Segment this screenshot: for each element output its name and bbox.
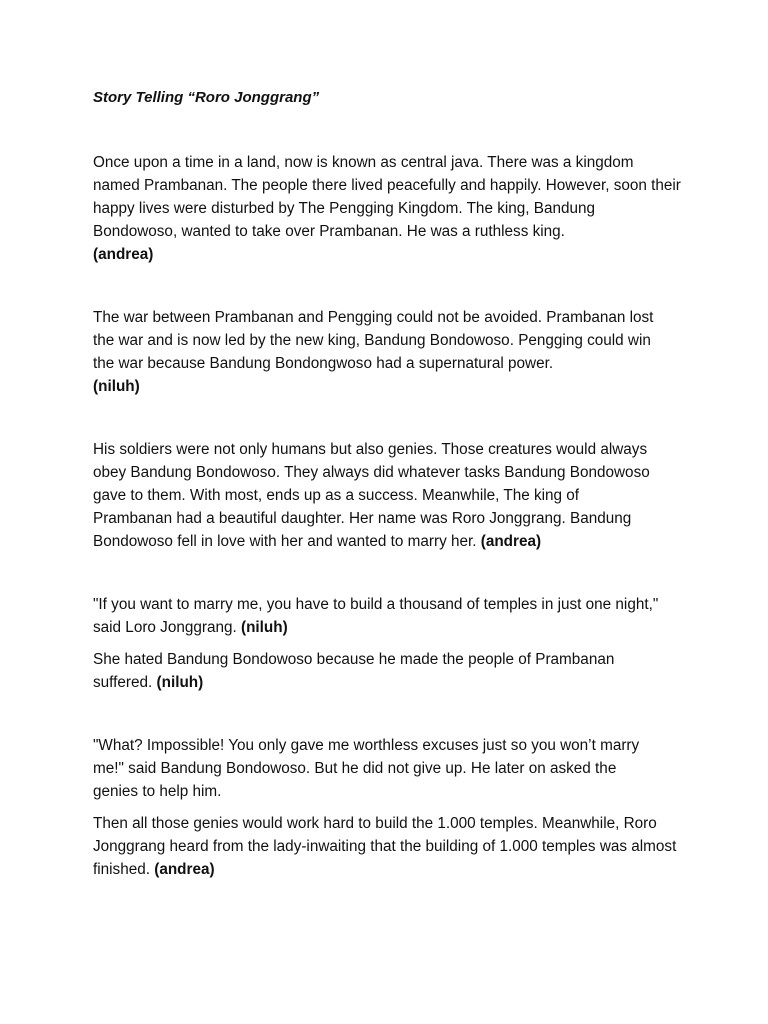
paragraph-text: The war between Prambanan and Pengging could not be avoided. Prambanan lost the war and is now led by the new king, Bandung Bondowoso. Pengging could win the war because Bandung Bondongwoso had a supernatural power. (93, 309, 654, 372)
paragraph-2 (93, 306, 673, 398)
paragraph-3 (93, 438, 658, 553)
paragraph-text: "What? Impossible! You only gave me worthless excuses just so you won’t marry me!" said Bandung Bondowoso. But he did not give up. He later on asked the genies to help him. (93, 737, 640, 800)
paragraph-7 (93, 812, 685, 881)
speaker-tag: (andrea) (480, 533, 542, 550)
document-title: Story Telling “Roro Jonggrang” (93, 89, 320, 106)
speaker-tag: (andrea) (154, 861, 215, 878)
paragraph-6 (93, 734, 653, 803)
paragraph-text: Then all those genies would work hard to build the 1.000 temples. Meanwhile, Roro Jonggrang heard from the lady-inwaiting that the building of 1.000 temples was almost finished. (93, 815, 677, 878)
paragraph-text: "If you want to marry me, you have to build a thousand of temples in just one night," said Loro Jonggrang. (93, 596, 659, 636)
paragraph-text: His soldiers were not only humans but also genies. Those creatures would always obey Bandung Bondowoso. They always did whatever tasks Bandung Bondowoso gave to them. With most, ends up as a success. Meanwhile, The king of Prambanan had a beautiful daughter. Her name was Roro Jonggrang. Bandung Bondowoso fell in love with her and wanted to marry her. (93, 441, 650, 550)
speaker-tag: (niluh) (240, 619, 288, 636)
paragraph-4 (93, 593, 673, 639)
paragraph-text: She hated Bandung Bondowoso because he made the people of Prambanan suffered. (93, 651, 615, 691)
speaker-tag: (niluh) (156, 674, 204, 691)
speaker-tag: (andrea) (93, 246, 154, 263)
paragraph-5 (93, 648, 663, 694)
speaker-tag: (niluh) (93, 378, 140, 395)
paragraph-1 (93, 151, 683, 266)
document-body (93, 86, 685, 881)
paragraph-text: Once upon a time in a land, now is known as central java. There was a kingdom named Prambanan. The people there lived peacefully and happily. However, soon their happy lives were disturbed by The Pengging Kingdom. The king, Bandung Bondowoso, wanted to take over Prambanan. He was a ruthless king. (93, 154, 681, 240)
